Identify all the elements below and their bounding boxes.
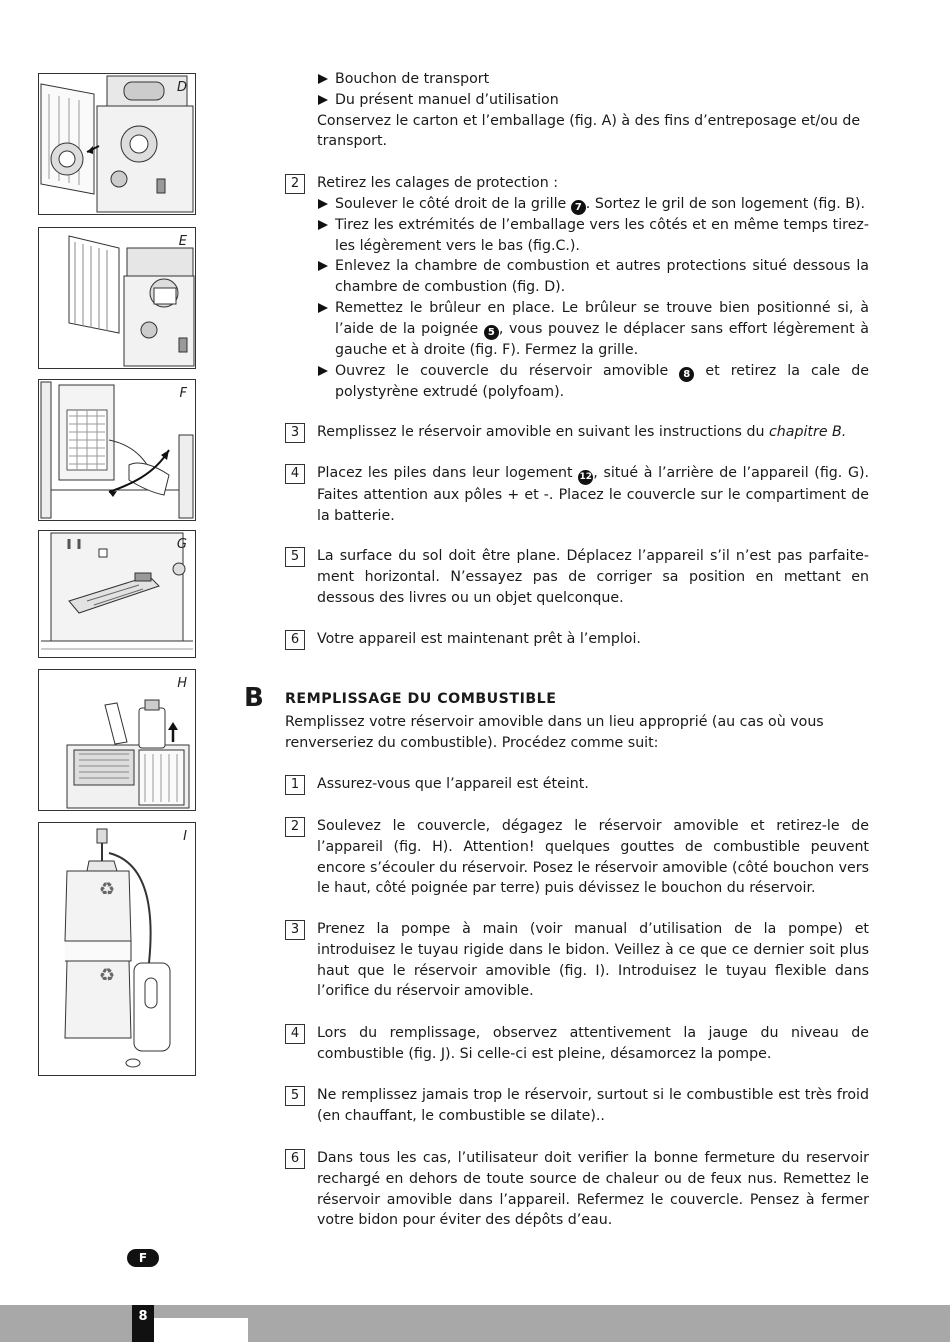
step-number: 1 <box>285 775 305 795</box>
figure-d <box>38 73 196 215</box>
page-footer <box>0 1305 950 1342</box>
language-badge: F <box>127 1249 159 1267</box>
step-title: Retirez les calages de protection : <box>317 175 559 191</box>
intro-block <box>317 69 869 152</box>
step-number: 3 <box>285 920 305 940</box>
step-b4: 4 Lors du remplissage, observez attentivement la jauge du niveau de combustible (fig. J). Si celle-ci est pleine, désamorcez la pompe. <box>285 1023 869 1065</box>
step-a5: 5 La surface du sol doit être plane. Déplacez l’appareil s’il n’est pas parfaite-ment horizontal. N’essayez pas de corriger sa position en mettant en dessous des livres ou un objet quelconque. <box>285 546 869 608</box>
figure-h <box>38 669 196 811</box>
figure-g-label: G <box>176 537 187 552</box>
step-a4: 4 Placez les piles dans leur logement 12, situé à l’arrière de l’appareil (fig. G). Faites attention aux pôles + et -. Placez le couvercle sur le compartiment de la batterie. <box>285 463 869 527</box>
figure-e-label: E <box>178 234 187 249</box>
step-b3: 3 Prenez la pompe à main (voir manual d’utilisation de la pompe) et introduisez le tuyau rigide dans le bidon. Veillez à ce que ce dernier soit plus haut que le réservoir amovible (fig. I). Introduisez le tuyau flexible dans l’orifice du réservoir amovible. <box>285 919 869 1002</box>
step-b5: 5 Ne remplissez jamais trop le réservoir, surtout si le combustible est très froid (en chauffant, le combustible se dilate).. <box>285 1085 869 1127</box>
footer-white-block <box>154 1318 248 1342</box>
section-letter: B <box>244 683 264 713</box>
step-number: 6 <box>285 1149 305 1169</box>
step-bullet: Remettez le brûleur en place. Le brûleur se trouve bien positionné si, à l’aide de la poignée 5 , vous pouvez le déplacer sans effort légèrement à gauche et à droite (fig. F). Fermez la grille. <box>317 298 869 361</box>
figure-e <box>38 227 196 369</box>
battery-compartment-illustration-icon <box>39 531 195 657</box>
ref-number-icon: 7 <box>571 200 586 215</box>
step-number: 4 <box>285 1024 305 1044</box>
figure-g <box>38 530 196 658</box>
step-a2 <box>285 173 869 402</box>
intro-bullet: Du présent manuel d’utilisation <box>317 90 869 111</box>
step-number: 5 <box>285 547 305 567</box>
figure-i <box>38 822 196 1076</box>
step-number: 2 <box>285 174 305 194</box>
figure-d-label: D <box>176 80 187 95</box>
step-bullet: Ouvrez le couvercle du réservoir amovible 8 et retirez la cale de polystyrène extrudé (polyfoam). <box>317 361 869 403</box>
step-number: 3 <box>285 423 305 443</box>
intro-bullet: Bouchon de transport <box>317 69 869 90</box>
burner-handle-illustration-icon <box>39 380 195 520</box>
page-number: 8 <box>138 1309 148 1324</box>
ref-number-icon: 8 <box>679 367 694 382</box>
step-bullet: Soulever le côté droit de la grille 7 . Sortez le gril de son logement (fig. B). <box>317 194 869 215</box>
step-b2: 2 Soulevez le couvercle, dégagez le réservoir amovible et retirez-le de l’appareil (fig. H). Attention! quelques gouttes de combustible peuvent encore s’écouler du réservoir. Posez le réservoir amovible (côté bouchon vers le haut, côté poignée par terre) puis dévissez le bouchon du réservoir. <box>285 816 869 899</box>
pump-refill-illustration-icon <box>39 823 195 1075</box>
step-number: 6 <box>285 630 305 650</box>
figure-f <box>38 379 196 521</box>
step-a6: 6 Votre appareil est maintenant prêt à l’emploi. <box>285 629 869 650</box>
stove-disassembly-illustration-icon <box>39 74 195 214</box>
tank-removal-illustration-icon <box>39 670 195 810</box>
step-number: 2 <box>285 817 305 837</box>
section-title: REMPLISSAGE DU COMBUSTIBLE <box>285 691 557 707</box>
ref-number-icon: 12 <box>578 470 593 485</box>
figure-i-label: I <box>183 829 187 844</box>
step-b1: 1 Assurez-vous que l’appareil est éteint. <box>285 774 869 795</box>
step-b6: 6 Dans tous les cas, l’utilisateur doit verifier la bonne fermeture du reservoir rechargé en dehors de toute source de chaleur ou de feux nus. Remettez le réservoir amovible dans l’appareil. Refermez le couvercle. Pensez à fermer votre bidon pour éviter des dépôts d’eau. <box>285 1148 869 1231</box>
figure-h-label: H <box>177 676 187 691</box>
step-number: 4 <box>285 464 305 484</box>
step-number: 5 <box>285 1086 305 1106</box>
ref-number-icon: 5 <box>484 325 499 340</box>
svg-text:♻: ♻ <box>99 879 116 900</box>
figure-f-label: F <box>179 386 187 401</box>
svg-text:♻: ♻ <box>99 965 116 986</box>
intro-text: Conservez le carton et l’emballage (fig. A) à des fins d’entreposage et/ou de transport. <box>317 112 861 150</box>
section-intro: Remplissez votre réservoir amovible dans un lieu approprié (au cas où vous renverseriez du combustible). Procédez comme suit: <box>285 714 824 751</box>
stove-grille-illustration-icon <box>39 228 195 368</box>
step-bullet: Tirez les extrémités de l’emballage vers les côtés et en même temps tirez-les légèrement vers le bas (fig.C.). <box>317 215 869 257</box>
step-a3: 3 Remplissez le réservoir amovible en suivant les instructions du chapitre B. <box>285 422 869 443</box>
step-bullet: Enlevez la chambre de combustion et autres protections situé dessous la chambre de combustion (fig. D). <box>317 256 869 298</box>
